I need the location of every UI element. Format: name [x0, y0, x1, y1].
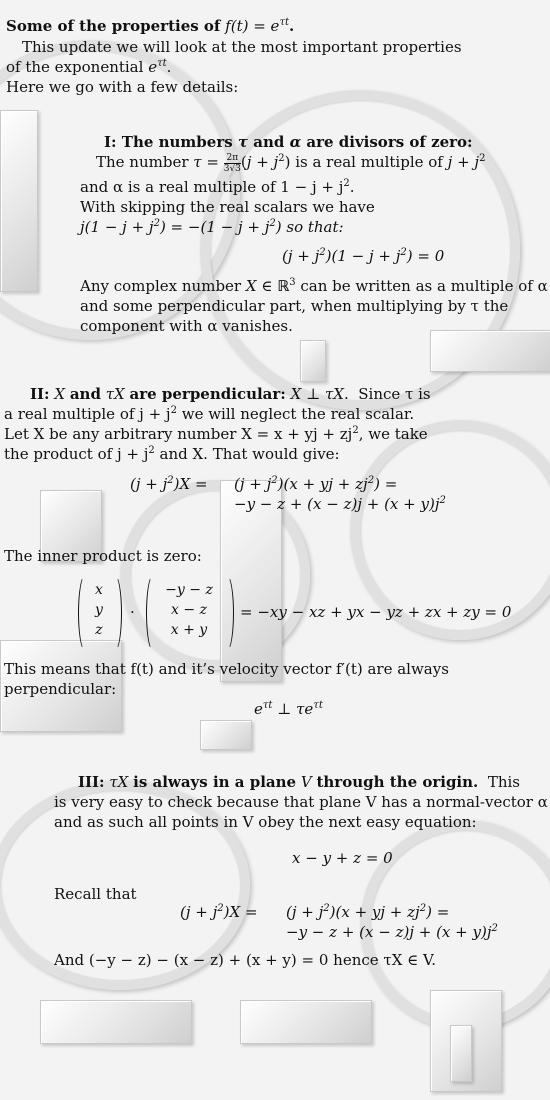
section-2-line-3: Let X be any arbitrary number X = x + yj + $zj^2$, we take — [4, 425, 428, 443]
section-2-eq-rhs-1: $(j + j^2)(x$ + yj + $zj^2$) = — [234, 475, 398, 493]
dot-operator: · — [130, 603, 135, 621]
intro-line-3: Here we go with a few details: — [6, 78, 239, 96]
section-3-eq-lhs: $(j + j^2)X$ = — [180, 903, 258, 921]
section-2-eq-rhs-2: $-y - z + (x - z)j + (x + y)j^2$ — [234, 495, 446, 513]
section-1-line-5: Any complex number X ∈ ℝ$^3$ can be written as a multiple of α — [80, 277, 548, 295]
intro-line-1: This update we will look at the most important properties — [22, 38, 462, 56]
section-3-conclusion: And (−y − z) − (x − z) + (x + y) = 0 hence τX ∈ V. — [54, 951, 436, 969]
section-1-line-4: $j(1 - j + j^2) = -(1 - j + j^2)$ so that: — [80, 218, 344, 236]
section-2-meaning-2: perpendicular: — [4, 680, 117, 698]
inner-product-result: = −xy − xz + yx − yz + zx + zy = 0 — [240, 603, 512, 621]
intro-line-2: of the exponential $e^{\tau t}$. — [6, 58, 172, 76]
section-3-heading: III: τX is always in a plane V through the origin. This — [78, 773, 520, 791]
section-1-equation: $(j + j^2)(1 - j + j^2) = 0$ — [282, 247, 445, 265]
section-1-line-1: The number τ = $\frac{2\pi}{3√3}$ $(j + j^2)$ is a real multiple of $j + j^2$ — [96, 152, 486, 174]
right-paren-vector-1 — [108, 575, 122, 651]
section-2-line-4: the product of $j + j^2$ and X. That would give: — [4, 445, 340, 463]
vector-1: x y z — [95, 582, 103, 638]
section-3-line-2: and as such all points in V obey the next easy equation: — [54, 813, 477, 831]
section-1-heading: I: The numbers τ and α are divisors of zero: — [104, 133, 473, 151]
section-1-line-6: and some perpendicular part, when multiplying by τ the — [80, 297, 509, 315]
section-2-eq-lhs: $(j + j^2)X$ = — [130, 475, 208, 493]
right-paren-vector-2 — [220, 575, 234, 651]
vector-2: −y − z x − z x + y — [165, 582, 213, 638]
section-1-line-7: component with α vanishes. — [80, 317, 293, 335]
section-3-line-1: is very easy to check because that plane V has a normal-vector α — [54, 793, 548, 811]
section-3-eq-rhs-2: $-y - z + (x - z)j + (x + y)j^2$ — [286, 923, 498, 941]
section-2-line-2: a real multiple of $j + j^2$ we will neglect the real scalar. — [4, 405, 415, 423]
section-2-meaning-1: This means that f(t) and it’s velocity vector f′(t) are always — [4, 660, 449, 678]
section-1-line-3: With skipping the real scalars we have — [80, 198, 375, 216]
section-3-eq-rhs-1: $(j + j^2)(x$ + yj + $zj^2$) = — [286, 903, 450, 921]
section-3-plane-eq: x − y + z = 0 — [292, 849, 393, 867]
section-2-heading: II: X and τX are perpendicular: X ⊥ τX. Since τ is — [30, 385, 431, 403]
section-1-line-2: and α is a real multiple of $1 - j + j^2$. — [80, 178, 355, 196]
section-2-perp-eq: $e^{\tau t}$ ⊥ $\tau e^{\tau t}$ — [254, 700, 323, 718]
doc-title: Some of the properties of $f(t) = e^{\tau t}$. — [6, 17, 295, 35]
section-2-inner-product-text: The inner product is zero: — [4, 547, 202, 565]
section-3-recall: Recall that — [54, 885, 137, 903]
